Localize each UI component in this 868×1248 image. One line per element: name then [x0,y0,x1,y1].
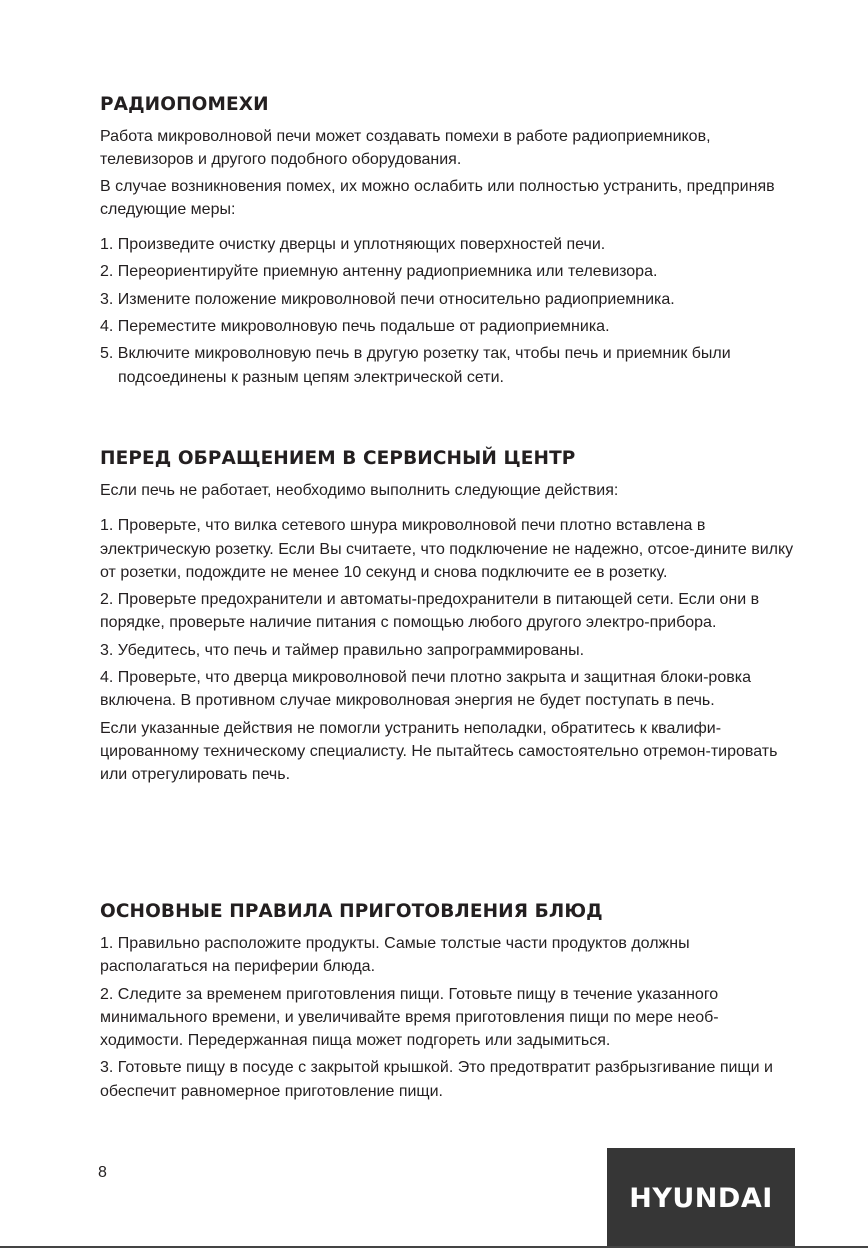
list-item: 3. Готовьте пищу в посуде с закрытой крышкой. Это предотвратит разбрызгивание пищи и обеспечит равномерное приготовление пищи. [100,1059,773,1100]
paragraph: Если печь не работает, необходимо выполнить следующие действия: [100,482,619,499]
list-item: 4. Переместите микроволновую печь подальше от радиоприемника. [100,318,610,336]
list-item: 2. Следите за временем приготовления пищи. Готовьте пищу в течение указанного минимального времени, и увеличивайте время приготовления пищи по мере необ-ходимости. Передержанная пища может подгореть или задымиться. [100,985,719,1050]
list-item: 2. Переориентируйте приемную антенну радиоприемника или телевизора. [100,263,658,281]
section-cooking-rules [100,900,800,1107]
list-item: 1. Правильно расположите продукты. Самые толстые части продуктов должны располагаться на периферии блюда. [100,935,690,976]
section-heading: РАДИОПОМЕХИ [100,94,269,115]
list-item: 2. Проверьте предохранители и автоматы-предохранители в питающей сети. Если они в порядке, проверьте наличие питания с помощью любого другого электро-прибора. [100,591,760,632]
brand-name: HYUNDAI [629,1182,773,1214]
paragraph: Если указанные действия не помогли устранить неполадки, обратитесь к квалифи-цированному техническому специалисту. Не пытайтесь самостоятельно отремон-тировать или отрегулировать печь. [100,719,778,784]
list-item: 1. Произведите очистку дверцы и уплотняющих поверхностей печи. [100,236,606,254]
page-number: 8 [98,1164,107,1181]
list-item: 1. Проверьте, что вилка сетевого шнура микроволновой печи плотно вставлена в электрическую розетку. Если Вы считаете, что подключение не надежно, отсое-дините вилку от розетки, подождите не менее 10 секунд и снова подключите ее в розетку. [100,517,794,581]
section-before-service [100,447,800,790]
section-radio-interference [100,93,800,393]
list-item: 3. Убедитесь, что печь и таймер правильно запрограммированы. [100,641,585,659]
section-heading: ПЕРЕД ОБРАЩЕНИЕМ В СЕРВИСНЫЙ ЦЕНТР [100,448,576,469]
list-item: 4. Проверьте, что дверца микроволновой печи плотно закрыта и защитная блоки-ровка включена. В противном случае микроволновая энергия не будет поступать в печь. [100,669,751,710]
section-heading: ОСНОВНЫЕ ПРАВИЛА ПРИГОТОВЛЕНИЯ БЛЮД [100,901,603,922]
brand-logo [607,1148,795,1248]
list-item: 5. Включите микроволновую печь в другую розетку так, чтобы печь и приемник были подсоединены к разным цепям электрической сети. [100,345,731,386]
list-item: 3. Измените положение микроволновой печи относительно радиоприемника. [100,290,675,308]
paragraph: Работа микроволновой печи может создавать помехи в работе радиоприемников, телевизоров и другого подобного оборудования. [100,128,711,169]
paragraph: В случае возникновения помех, их можно ослабить или полностью устранить, предприняв следующие меры: [100,177,775,218]
